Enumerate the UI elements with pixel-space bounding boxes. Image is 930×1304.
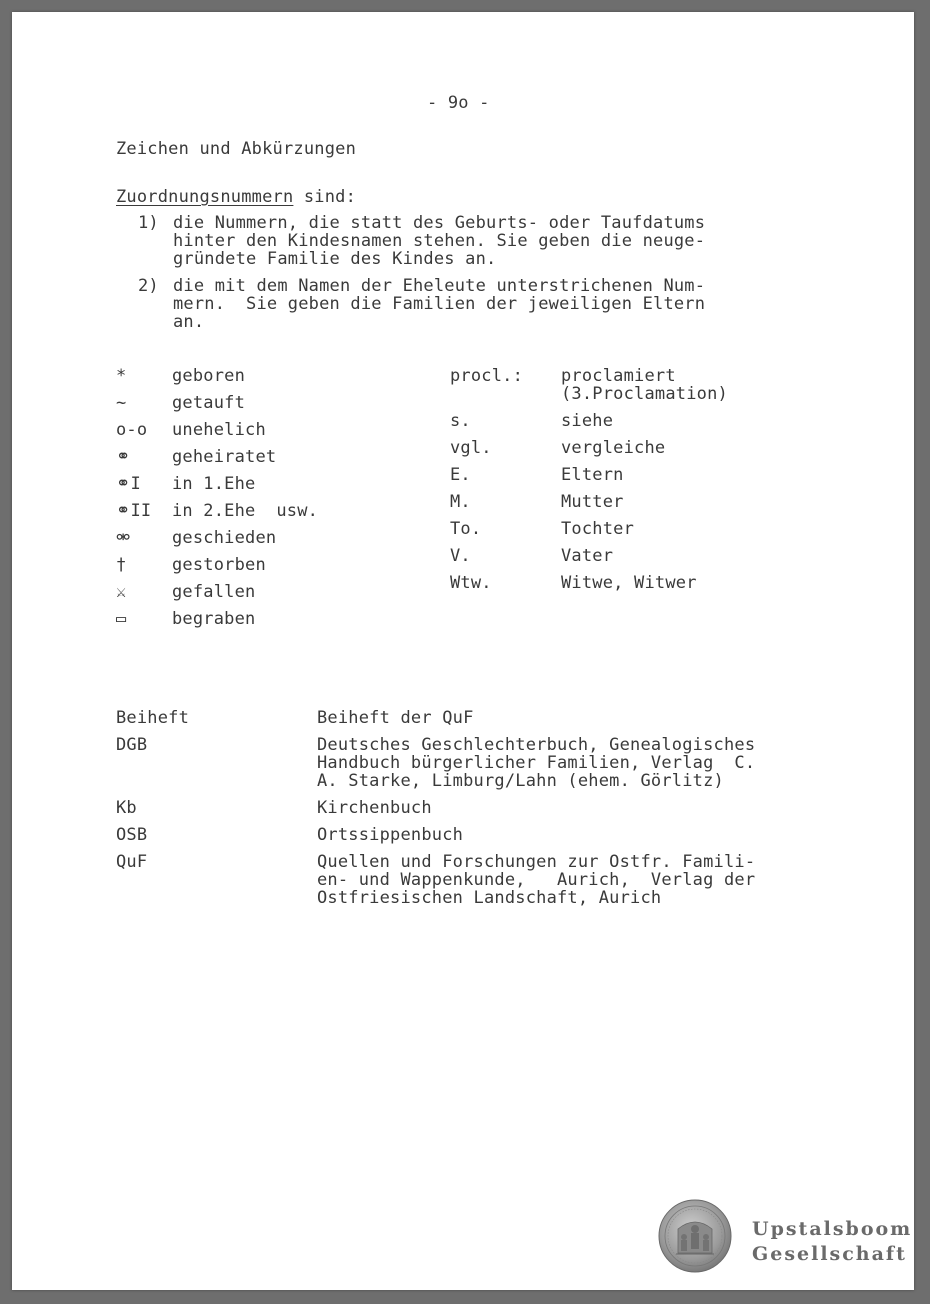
symbol-birth: * [116, 366, 127, 386]
symbol-died: † [116, 555, 127, 575]
literature-abbreviation: DGB [116, 735, 148, 755]
zuordnung-title [116, 188, 356, 206]
watermark-line-2: Gesellschaft [752, 1243, 907, 1265]
list-item-line: die Nummern, die statt des Geburts- oder Taufdatums [173, 213, 706, 233]
page-number: - 9o - [427, 93, 490, 113]
abbreviation: To. [450, 519, 482, 539]
list-item-line: hinter den Kindesnamen stehen. Sie geben die neuge- [173, 231, 706, 251]
symbol-meaning: unehelich [172, 420, 266, 440]
literature-abbreviation: OSB [116, 825, 148, 845]
list-item-line: gründete Familie des Kindes an. [173, 249, 497, 269]
list-item-number: 2) [138, 276, 159, 296]
seal-logo-icon [658, 1199, 732, 1273]
symbol-meaning: gestorben [172, 555, 266, 575]
abbreviation: Wtw. [450, 573, 492, 593]
list-item-line: mern. Sie geben die Familien der jeweiligen Eltern [173, 294, 706, 314]
list-item-number: 1) [138, 213, 159, 233]
watermark-line-1: Upstalsboom [752, 1218, 913, 1240]
symbol-meaning: geschieden [172, 528, 277, 548]
literature-meaning: Ortssippenbuch [317, 825, 464, 845]
symbol-meaning: geboren [172, 366, 246, 386]
symbol-second-marriage: ⚭II [116, 501, 152, 521]
symbol-first-marriage: ⚭I [116, 474, 141, 494]
symbol-baptism: ~ [116, 393, 127, 413]
symbol-meaning: geheiratet [172, 447, 277, 467]
symbol-meaning: in 1.Ehe [172, 474, 256, 494]
symbol-meaning: begraben [172, 609, 256, 629]
abbreviation: s. [450, 411, 471, 431]
symbol-meaning: getauft [172, 393, 246, 413]
symbol-buried: ▭ [116, 609, 127, 629]
literature-meaning: Kirchenbuch [317, 798, 432, 818]
zuordnung-title-suffix: sind: [293, 187, 357, 207]
abbreviation-meaning: vergleiche [561, 438, 666, 458]
abbreviation-meaning: Eltern [561, 465, 624, 485]
abbreviation-meaning: Vater [561, 546, 614, 566]
abbreviation-meaning: Tochter [561, 519, 635, 539]
symbol-meaning: in 2.Ehe usw. [172, 501, 319, 521]
abbreviation-meaning: siehe [561, 411, 614, 431]
literature-meaning: en- und Wappenkunde, Aurich, Verlag der [317, 870, 756, 890]
literature-meaning: Deutsches Geschlechterbuch, Genealogisches [317, 735, 756, 755]
literature-meaning: Quellen und Forschungen zur Ostfr. Famili- [317, 852, 756, 872]
abbreviation: V. [450, 546, 471, 566]
document-page [12, 12, 914, 1290]
zuordnung-title-underlined: Zuordnungsnummern [116, 187, 294, 207]
literature-meaning: A. Starke, Limburg/Lahn (ehem. Görlitz) [317, 771, 724, 791]
list-item-line: an. [173, 312, 205, 332]
literature-abbreviation: Beiheft [116, 708, 190, 728]
abbreviation: E. [450, 465, 471, 485]
abbreviation: M. [450, 492, 471, 512]
literature-meaning: Beiheft der QuF [317, 708, 474, 728]
abbreviation-meaning: Witwe, Witwer [561, 573, 697, 593]
section-heading: Zeichen und Abkürzungen [116, 139, 357, 159]
symbol-fallen: ⚔ [116, 582, 127, 602]
symbol-divorced: ⚮ [116, 528, 131, 548]
literature-meaning: Handbuch bürgerlicher Familien, Verlag C. [317, 753, 756, 773]
abbreviation-meaning: Mutter [561, 492, 624, 512]
literature-abbreviation: Kb [116, 798, 137, 818]
literature-abbreviation: QuF [116, 852, 148, 872]
list-item-line: die mit dem Namen der Eheleute unterstrichenen Num- [173, 276, 706, 296]
abbreviation: vgl. [450, 438, 492, 458]
abbreviation-meaning: proclamiert [561, 366, 676, 386]
symbol-illegitimate: o-o [116, 420, 148, 440]
symbol-meaning: gefallen [172, 582, 256, 602]
literature-meaning: Ostfriesischen Landschaft, Aurich [317, 888, 662, 908]
symbol-married: ⚭ [116, 447, 131, 467]
abbreviation: procl.: [450, 366, 524, 386]
abbreviation-meaning: (3.Proclamation) [561, 384, 728, 404]
